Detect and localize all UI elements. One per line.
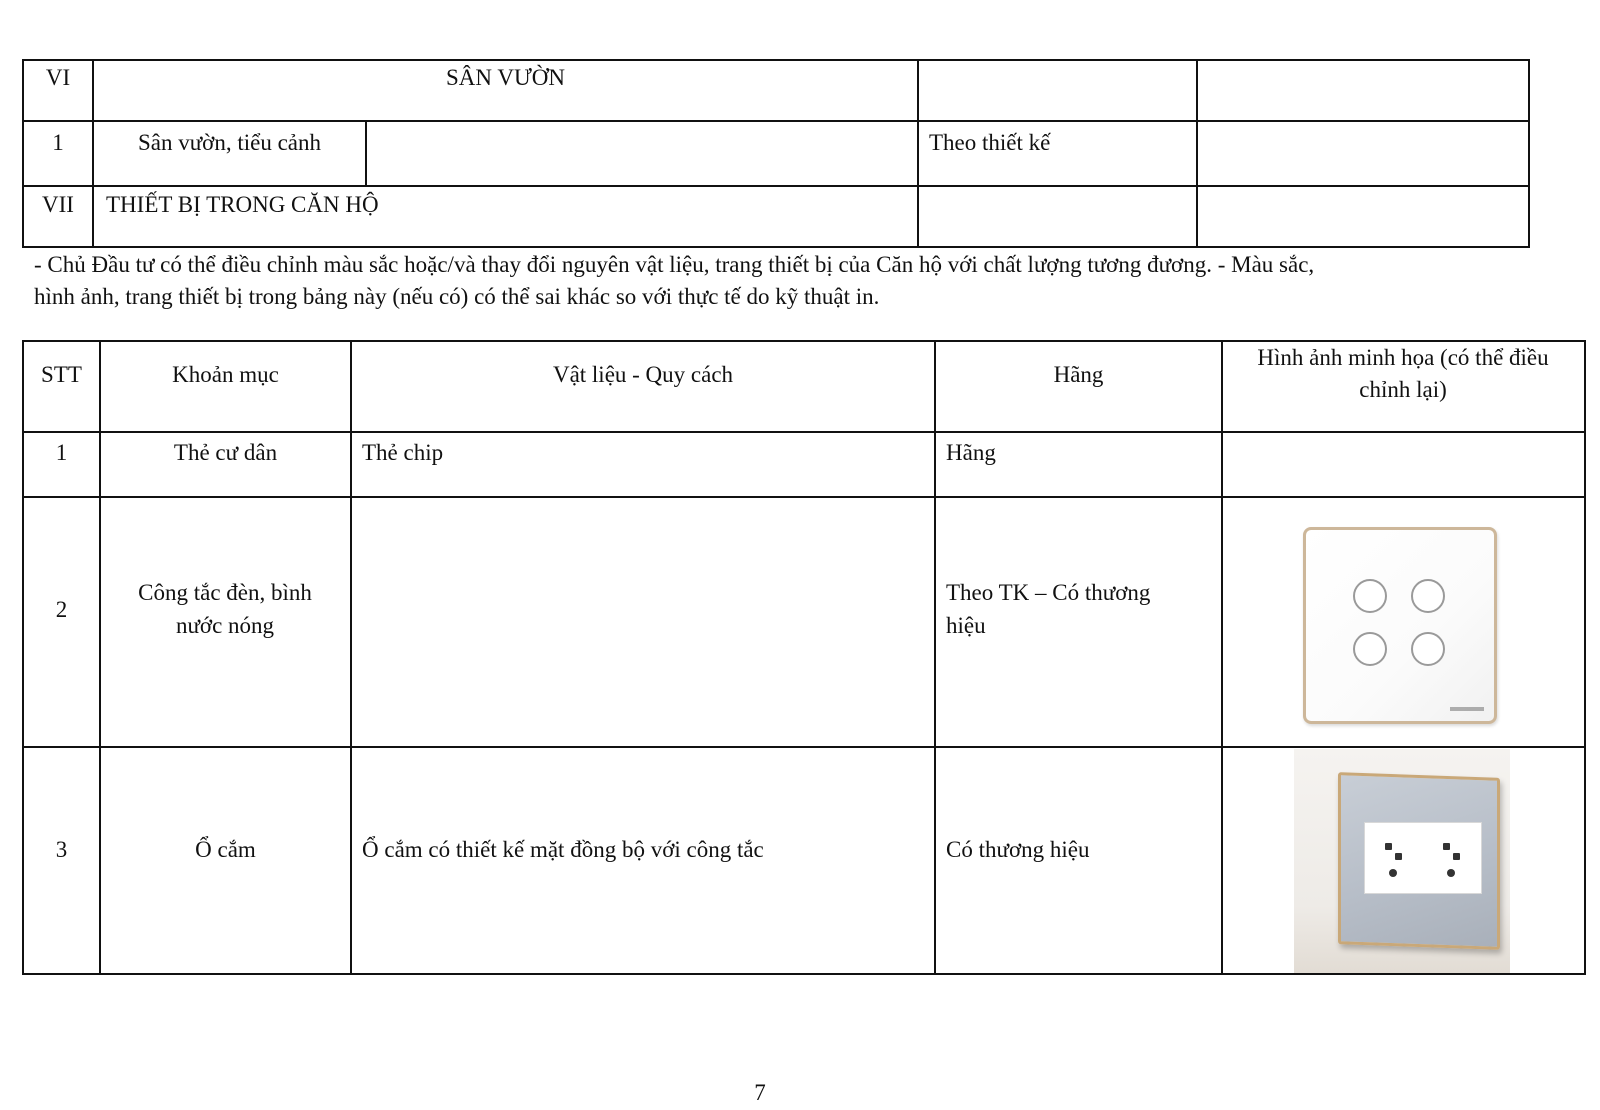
table-cell-material: Thẻ chip xyxy=(362,440,444,465)
section-title: SÂN VƯỜN xyxy=(445,65,566,90)
table-cell-material: Ổ cắm có thiết kế mặt đồng bộ với công tắc xyxy=(362,837,764,862)
column-header-material: Vật liệu - Quy cách xyxy=(552,362,734,387)
table-cell-item: Thẻ cư dân xyxy=(173,440,278,465)
table-cell-item: Ổ cắm xyxy=(195,837,256,862)
table-cell-brand: Hãng xyxy=(946,440,996,465)
column-header-image: Hình ảnh minh họa (có thể điều chỉnh lại) xyxy=(1257,345,1549,402)
column-header-brand: Hãng xyxy=(1053,362,1104,387)
table-cell-stt: 3 xyxy=(55,837,68,862)
table-cell-item: Công tắc đèn, bình nước nóng xyxy=(138,580,312,638)
page-number: 7 xyxy=(754,1080,766,1105)
table-cell-brand: Theo TK – Có thương hiệu xyxy=(946,580,1151,638)
section-title: THIẾT BỊ TRONG CĂN HỘ xyxy=(106,192,379,217)
table-row-num: 1 xyxy=(52,130,64,155)
table-row-brand: Theo thiết kế xyxy=(929,130,1051,155)
table-cell-brand: Có thương hiệu xyxy=(946,837,1090,862)
table-row-num: VI xyxy=(45,65,71,90)
column-header-stt: STT xyxy=(41,362,82,387)
note-line-2: hình ảnh, trang thiết bị trong bảng này (nếu có) có thể sai khác so với thực tế do kỹ thuật in. xyxy=(34,284,880,309)
column-header-item: Khoản mục xyxy=(172,362,279,387)
note-line-1: - Chủ Đầu tư có thể điều chỉnh màu sắc hoặc/và thay đổi nguyên vật liệu, trang thiết bị của Căn hộ với chất lượng tương đương. - Màu sắc, xyxy=(34,252,1315,277)
table-cell-stt: 2 xyxy=(55,597,68,622)
table-row-num: VII xyxy=(42,192,74,217)
table-row-label: Sân vườn, tiểu cảnh xyxy=(137,130,322,155)
table-cell-stt: 1 xyxy=(55,440,68,465)
